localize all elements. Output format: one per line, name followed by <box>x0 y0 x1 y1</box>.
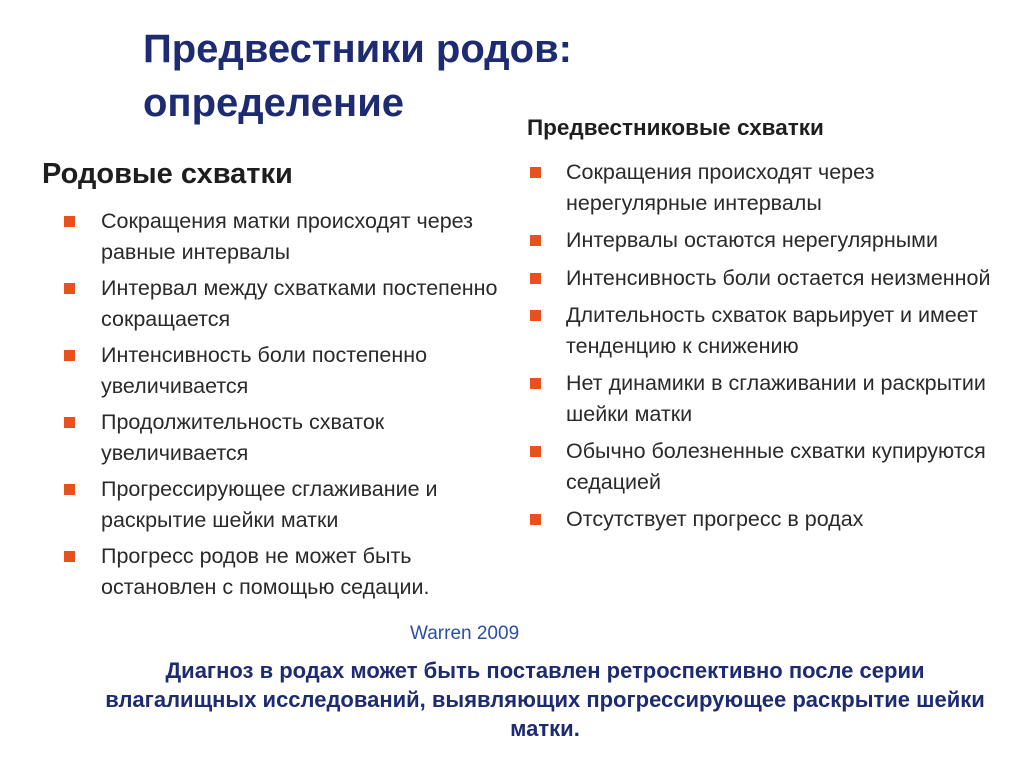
list-item-text: Длительность схваток варьирует и имеет тенденцию к снижению <box>566 303 978 358</box>
list-item-text: Отсутствует прогресс в родах <box>566 507 864 531</box>
footer-note: Диагноз в родах может быть поставлен ретроспективно после серии влагалищных исследований, выявляющих прогрессирующее раскрытие шейки матки. <box>105 658 985 741</box>
labor-contractions-heading: Родовые схватки <box>42 158 293 190</box>
square-bullet-icon <box>530 167 541 178</box>
square-bullet-icon <box>530 514 541 525</box>
citation: Warren 2009 <box>410 623 520 644</box>
list-item-text: Интенсивность боли остается неизменной <box>566 265 991 290</box>
square-bullet-icon <box>530 310 541 321</box>
list-item-text: Интервал между схватками постепенно сокращается <box>101 276 498 331</box>
list-item-text: Интенсивность боли постепенно увеличивается <box>101 343 428 398</box>
false-contractions-list <box>530 157 1000 542</box>
list-item-text: Интервалы остаются нерегулярными <box>566 228 938 252</box>
list-item-text: Продолжительность схваток увеличивается <box>101 410 385 465</box>
list-item <box>64 273 504 334</box>
square-bullet-icon <box>64 417 75 428</box>
square-bullet-icon <box>530 378 541 389</box>
list-item <box>530 436 1000 497</box>
list-item <box>64 206 504 267</box>
slide-title: Предвестники родов: определение <box>143 27 572 125</box>
list-item <box>530 300 1000 361</box>
list-item <box>64 474 504 535</box>
list-item-text: Сокращения матки происходят через равные интервалы <box>101 209 473 264</box>
square-bullet-icon <box>64 551 75 562</box>
list-item <box>64 541 504 602</box>
list-item <box>64 340 504 401</box>
list-item-text: Обычно болезненные схватки купируются седацией <box>566 439 986 494</box>
list-item <box>530 368 1000 429</box>
list-item-text: Прогресс родов не может быть остановлен с помощью седации. <box>101 544 430 599</box>
square-bullet-icon <box>530 446 541 457</box>
list-item-text: Нет динамики в сглаживании и раскрытии шейки матки <box>566 371 986 426</box>
list-item <box>530 225 1000 256</box>
list-item <box>530 157 1000 218</box>
list-item <box>530 263 1000 294</box>
square-bullet-icon <box>64 283 75 294</box>
list-item-text: Сокращения происходят через нерегулярные интервалы <box>566 160 875 215</box>
false-contractions-heading: Предвестниковые схватки <box>527 115 824 140</box>
square-bullet-icon <box>64 350 75 361</box>
list-item <box>530 504 1000 535</box>
list-item-text: Прогрессирующее сглаживание и раскрытие шейки матки <box>101 477 438 532</box>
square-bullet-icon <box>64 216 75 227</box>
list-item <box>64 407 504 468</box>
square-bullet-icon <box>530 235 541 246</box>
square-bullet-icon <box>64 484 75 495</box>
labor-contractions-list <box>64 206 504 608</box>
square-bullet-icon <box>530 273 541 284</box>
